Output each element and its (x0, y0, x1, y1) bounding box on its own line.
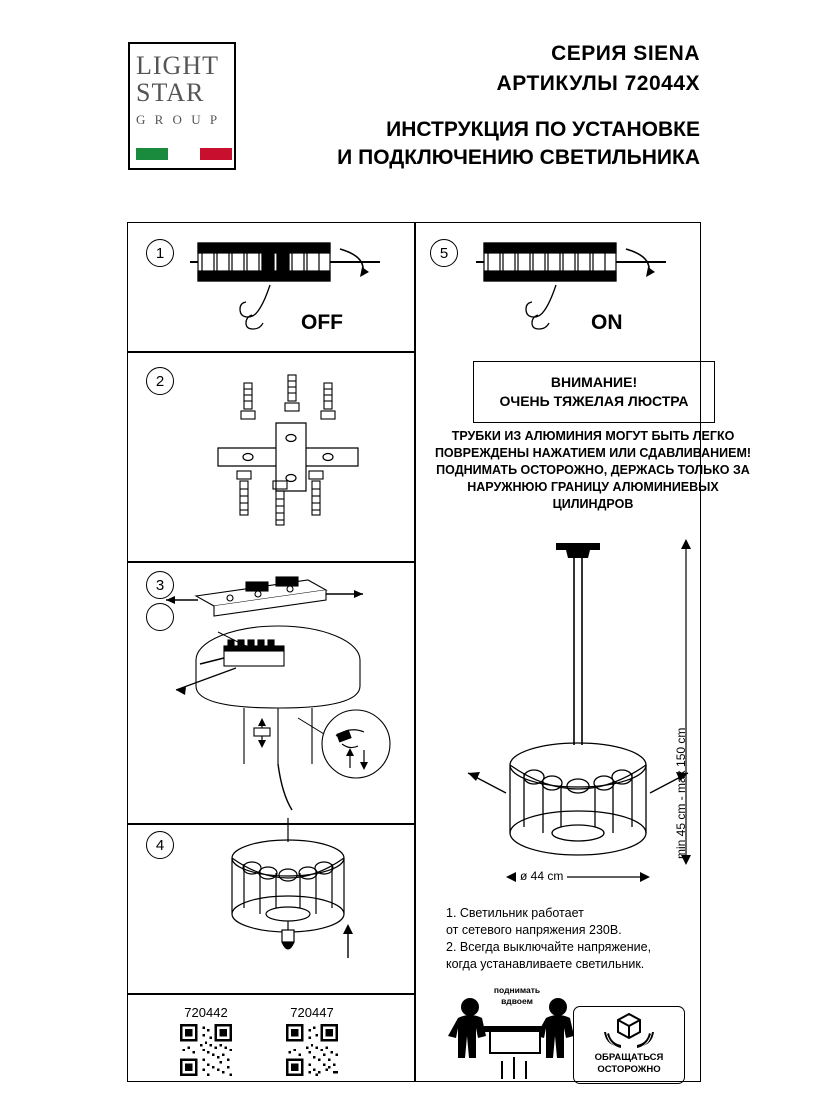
care-label-line2: ОСТОРОЖНО (597, 1064, 661, 1075)
two-person-lift-icon (446, 985, 586, 1083)
note-line-4: когда устанавливаете светильник. (446, 957, 645, 971)
notes-block (446, 905, 696, 973)
care-label (595, 1052, 664, 1076)
warning-box (473, 361, 715, 423)
care-label-line1: ОБРАЩАТЬСЯ (594, 1052, 664, 1063)
header-titles (300, 40, 700, 172)
step-number-5: 5 (430, 239, 458, 267)
warning-body: ТРУБКИ ИЗ АЛЮМИНИЯ МОГУТ БЫТЬ ЛЕГКО ПОВРЕЖДЕНЫ НАЖАТИЕМ ИЛИ СДАВЛИВАНИЕМ! ПОДНИМАТЬ ОСТОРОЖНО, ДЕРЖАСЬ ТОЛЬКО ЗА НАРУЖНЮЮ ГРАНИЦУ АЛЮМИНИЕВЫХ ЦИЛИНДРОВ (434, 429, 752, 511)
logo-text (136, 52, 232, 130)
qr-block-720442 (180, 1005, 232, 1076)
step-number-1: 1 (146, 239, 174, 267)
qr-code-icon-right (286, 1024, 338, 1076)
height-dimension-label: min 45 cm - max 150 cm (674, 727, 688, 859)
step-2-illustration (178, 363, 408, 553)
instruction-title-line1: ИНСТРУКЦИЯ ПО УСТАНОВКЕ (386, 118, 700, 141)
logo-line-3: G R O U P (136, 112, 221, 127)
step-number-3: 3 (146, 571, 174, 599)
handle-with-care-icon (604, 1012, 654, 1050)
italy-flag-icon (136, 148, 232, 160)
warning-title-2: ОЧЕНЬ ТЯЖЕЛАЯ ЛЮСТРА (499, 393, 689, 409)
step-number-4-anchor (146, 603, 174, 631)
logo-line-2: STAR (136, 78, 205, 107)
note-line-1: 1. Светильник работает (446, 906, 584, 920)
logo-line-1: LIGHT (136, 51, 219, 80)
note-line-3: 2. Всегда выключайте напряжение, (446, 940, 652, 954)
instruction-frame (127, 222, 752, 1082)
divider-row-4 (128, 993, 414, 995)
step-number-4: 4 (146, 831, 174, 859)
lift-label-line1: поднимать (493, 985, 541, 995)
divider-vertical-top (414, 223, 416, 351)
instruction-title-line2: И ПОДКЛЮЧЕНИЮ СВЕТИЛЬНИКА (337, 146, 700, 169)
article-title: АРТИКУЛЫ 72044X (496, 72, 700, 95)
step-number-2: 2 (146, 367, 174, 395)
qr-code-icon-left (180, 1024, 232, 1076)
divider-vertical-bottom (414, 351, 416, 1081)
lift-label-line2: вдвоем (501, 996, 533, 1006)
page-header (0, 0, 826, 200)
switch-on-label: ON (591, 311, 623, 334)
step-4-illustration (198, 818, 398, 988)
qr-label-right: 720447 (290, 1005, 334, 1020)
divider-row-1 (128, 351, 414, 353)
divider-row-2 (128, 561, 414, 563)
step-3-illustration (158, 568, 408, 818)
brand-logo (128, 42, 236, 170)
qr-block-720447 (286, 1005, 338, 1076)
qr-label-left: 720442 (184, 1005, 228, 1020)
switch-off-label: OFF (301, 311, 343, 334)
step-1-illustration (190, 233, 410, 345)
handle-with-care-box (573, 1006, 685, 1084)
diameter-dimension-label: ø 44 cm (516, 869, 567, 883)
step-5-illustration (476, 233, 696, 345)
warning-title-1: ВНИМАНИЕ! (550, 374, 638, 390)
series-title: СЕРИЯ SIENA (551, 42, 700, 65)
note-line-2: от сетевого напряжения 230В. (446, 923, 622, 937)
